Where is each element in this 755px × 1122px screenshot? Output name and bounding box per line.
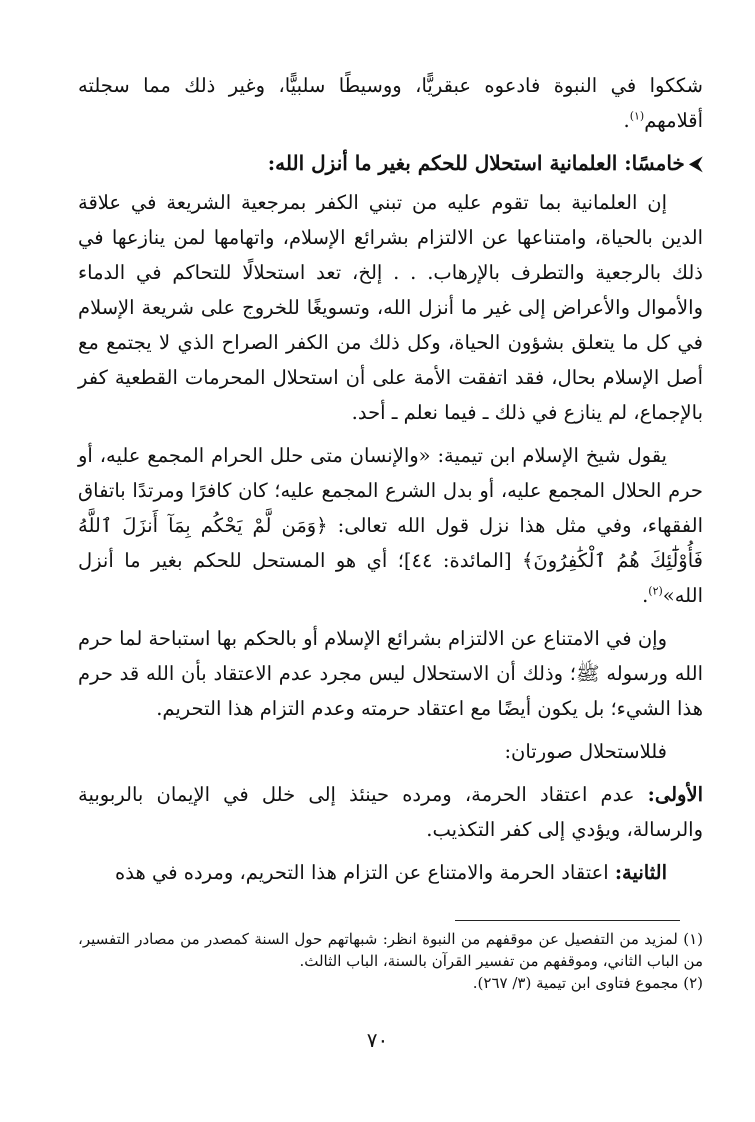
- paragraph-1: إن العلمانية بما تقوم عليه من تبني الكفر بمرجعية الشريعة في علاقة الدين بالحياة، وامتناعها عن الالتزام بشرائع الإسلام، واتهامها لمن ينازعها في ذلك بالرجعية والتطرف بالإرهاب. . . إلخ، تعد استحلالًا للتحاكم في الدماء والأموال والأعراض إلى غير ما أنزل الله، وتسويغًا للخروج على شريعة الإسلام في كل ما يتعلق بشؤون الحياة، وكل ذلك من الكفر الصراح الذي لا يجتمع مع أصل الإسلام بحال، فقد اتفقت الأمة على أن استحلال المحرمات القطعية كفر بالإجماع، لم ينازع في ذلك ـ فيما نعلم ـ أحد.: [78, 191, 703, 424]
- arrow-bullet-icon: ⮜: [688, 151, 703, 175]
- footnote-1-number: (١): [683, 930, 703, 948]
- footnotes: [78, 928, 703, 994]
- footnote-1: [78, 928, 703, 972]
- footnote-2-number: (٢): [683, 974, 703, 992]
- paragraph-2-end: .: [642, 584, 649, 607]
- first-form-label: الأولى:: [647, 783, 703, 806]
- second-form-text: اعتقاد الحرمة والامتناع عن التزام هذا التحريم، ومرده في هذه: [115, 861, 615, 884]
- footnote-1-text: لمزيد من التفصيل عن موقفهم من النبوة انظر: شبهاتهم حول السنة كمصدر من مصادر التفسير، من الباب الثاني، وموقفهم من تفسير القرآن بالسنة، الباب الثالث.: [78, 930, 703, 970]
- page-number: ٧٠: [366, 1028, 389, 1052]
- paragraph-0-text: شككوا في النبوة فادعوه عبقريًّا، ووسيطًا سلبيًّا، وغير ذلك مما سجلته أقلامهم: [78, 74, 703, 132]
- paragraph-0-end: .: [623, 109, 630, 132]
- footnote-divider: [455, 920, 680, 921]
- footnote-ref-2: (٢): [648, 584, 663, 598]
- section-heading-text: خامسًا: العلمانية استحلال للحكم بغير ما أنزل الله:: [267, 151, 685, 175]
- paragraph-0: [78, 68, 703, 138]
- paragraph-5: [78, 777, 703, 847]
- second-form-label: الثانية:: [614, 861, 667, 884]
- main-text: [78, 68, 703, 898]
- first-form-text: عدم اعتقاد الحرمة، ومرده حينئذ إلى خلل في الإيمان بالربوبية والرسالة، ويؤدي إلى كفر التكذيب.: [78, 783, 703, 841]
- paragraph-6: [78, 855, 703, 890]
- paragraph-2: [78, 438, 703, 613]
- paragraph-2-text: يقول شيخ الإسلام ابن تيمية: «والإنسان متى حلل الحرام المجمع عليه، أو حرم الحلال المجمع عليه، أو بدل الشرع المجمع عليه؛ كان كافرًا ومرتدًا باتفاق الفقهاء، وفي مثل هذا نزل قول الله تعالى: ﴿وَمَن لَّمْ يَحْكُم بِمَآ أَنزَلَ ٱللَّهُ فَأُوْلَٰٓئِكَ هُمُ ٱلْكَٰفِرُونَ﴾ [المائدة: ٤٤]؛ أي هو المستحل للحكم بغير ما أنزل الله»: [78, 444, 703, 607]
- footnote-ref-1: (١): [629, 109, 645, 123]
- section-heading: [78, 146, 703, 181]
- paragraph-4: فللاستحلال صورتان:: [504, 740, 667, 763]
- paragraph-3: وإن في الامتناع عن الالتزام بشرائع الإسلام أو بالحكم بها استباحة لما حرم الله ورسوله ﷺ؛ وذلك أن الاستحلال ليس مجرد عدم الاعتقاد بأن الله قد حرم هذا الشيء؛ بل يكون أيضًا مع اعتقاد حرمته وعدم التزام هذا التحريم.: [78, 627, 703, 720]
- footnote-2-text: مجموع فتاوى ابن تيمية (٣/ ٢٦٧).: [472, 974, 679, 992]
- footnote-2: [78, 972, 703, 994]
